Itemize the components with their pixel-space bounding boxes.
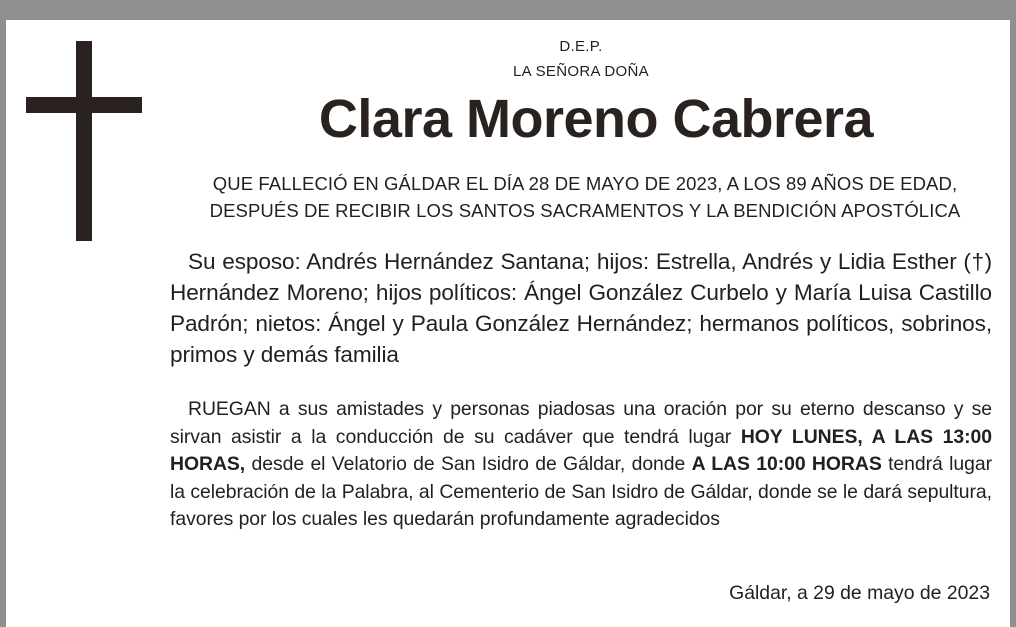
deceased-name: Clara Moreno Cabrera — [318, 89, 874, 149]
request-paragraph — [170, 396, 992, 534]
ceremony-time-highlight: A LAS 10:00 HORAS — [691, 453, 882, 475]
cross-icon — [26, 41, 142, 241]
request-text-3: tendrá lugar la celebración de la Palabra, al Cementerio de San Isidro de Gáldar, donde se le dará sepultura, favores por los cuales les quedarán profundamente agradecidos — [170, 453, 993, 530]
family-paragraph: Su esposo: Andrés Hernández Santana; hijos: Estrella, Andrés y Lidia Esther (†) Hernández Moreno; hijos políticos: Ángel González Curbelo y María Luisa Castillo Padrón; nietos: Ángel y Paula González Hernández; hermanos políticos, sobrinos, primos y demás familia — [170, 249, 992, 367]
cross-vertical-bar — [76, 41, 92, 241]
death-notice-line-1: QUE FALLECIÓ EN GÁLDAR EL DÍA 28 DE MAYO DE 2023, A LOS 89 AÑOS DE EDAD, — [212, 173, 958, 194]
obituary-card — [6, 20, 1010, 627]
dep-label: D.E.P. — [559, 38, 603, 55]
request-text-1: RUEGAN a sus amistades y personas piadosas una oración por su eterno descanso y se sirvan asistir a la conducción de su cadáver que tendrá lugar — [170, 398, 992, 448]
death-notice-line-2: DESPUÉS DE RECIBIR LOS SANTOS SACRAMENTOS Y LA BENDICIÓN APOSTÓLICA — [209, 200, 961, 221]
cross-horizontal-bar — [26, 97, 142, 113]
request-text-2: desde el Velatorio de San Isidro de Gáldar, donde — [245, 453, 692, 475]
request-time-highlight: HOY LUNES, A LAS 13:00 HORAS, — [170, 425, 992, 475]
honorific-label: LA SEÑORA DOÑA — [513, 63, 649, 80]
place-date-line: Gáldar, a 29 de mayo de 2023 — [729, 582, 990, 604]
